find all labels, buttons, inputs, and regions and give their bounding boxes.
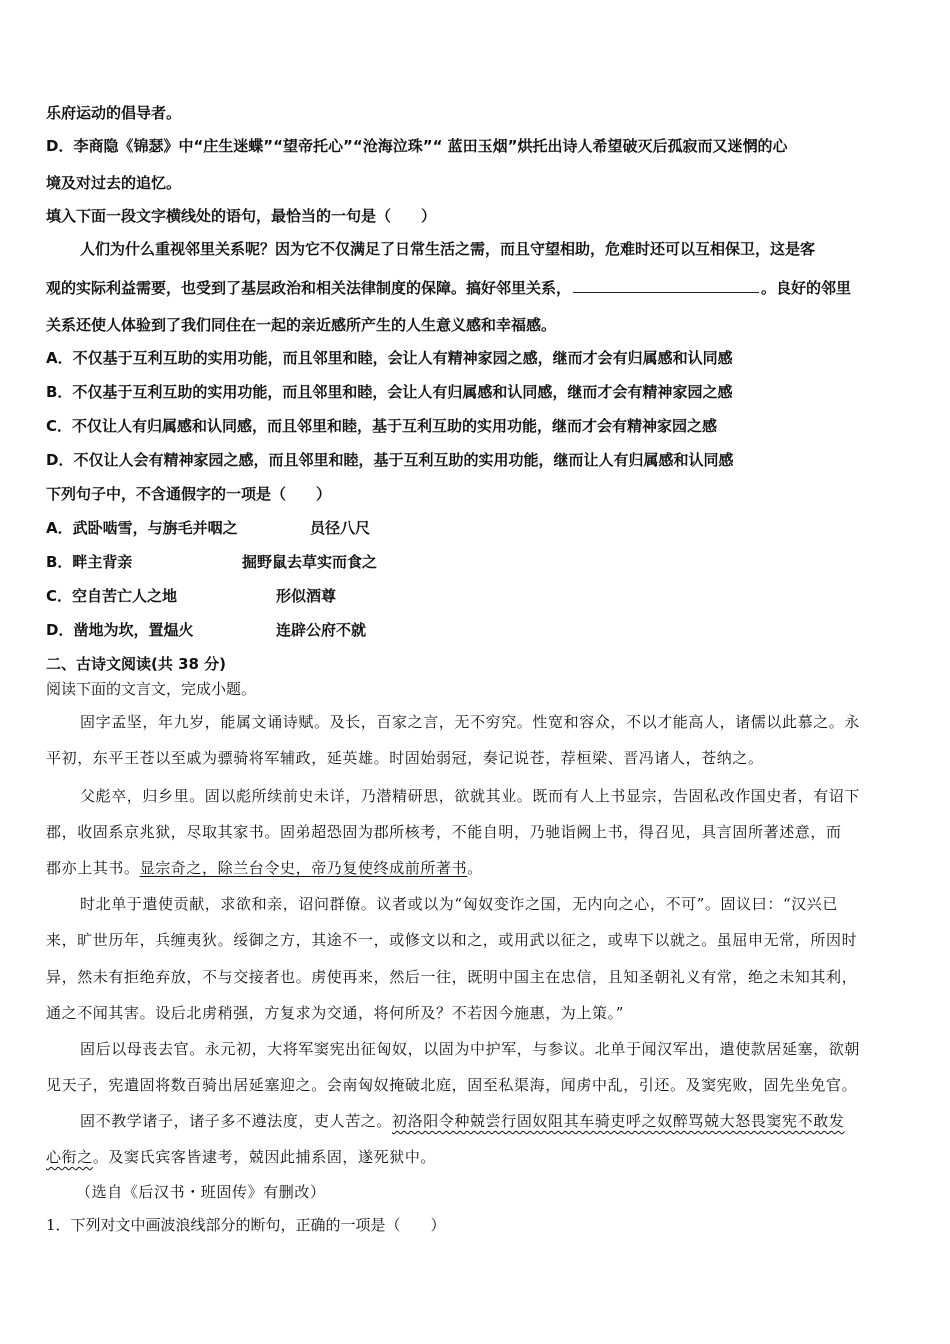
tongjia-option-a-part1: A．武卧啮雪，与旃毛并咽之 <box>46 519 238 537</box>
prev-line: 乐府运动的倡导者。 <box>46 104 182 122</box>
tongjia-option-b <box>46 551 377 573</box>
question-1: 1．下列对文中画波浪线部分的断句，正确的一项是（ ） <box>46 1216 446 1234</box>
section-heading: 二、古诗文阅读(共 38 分) <box>46 655 227 673</box>
passage-p1-line1: 固字孟坚，年九岁，能属文诵诗赋。及长，百家之言，无不穷究。性宽和容众，不以才能高人，诸儒以此慕之。永 <box>80 713 861 731</box>
passage-p3-line2: 来，旷世历年，兵缠夷狄。绥御之方，其途不一，或修文以和之，或用武以征之，或卑下以就之。虽屈申无常，所因时 <box>46 931 858 949</box>
passage-p3-line3: 异，然未有拒绝弃放，不与交接者也。虏使再来，然后一往，既明中国主在忠信，且知圣朝礼义有常，绝之未知其利， <box>46 968 858 986</box>
fill-option-c: C．不仅让人有归属感和认同感，而且邻里和睦，基于互利互助的实用功能，继而才会有精神家园之感 <box>46 417 718 435</box>
fill-passage-line2 <box>46 277 851 299</box>
passage-p2-line2: 郡，收固系京兆狱，尽取其家书。固弟超恐固为郡所核考，不能自明，乃驰诣阙上书，得召见，具言固所著述意，而 <box>46 823 842 841</box>
wavy-underlined-part2: 心衔之 <box>46 1148 93 1166</box>
tongjia-option-b-part1: B．畔主背亲 <box>46 553 133 571</box>
fill-option-a: A．不仅基于互利互助的实用功能，而且邻里和睦，会让人有精神家园之感，继而才会有归属感和认同感 <box>46 349 733 367</box>
underlined-sentence: 显宗奇之，除兰台令史，帝乃复使终成前所著书 <box>139 859 468 877</box>
passage-p2-line3 <box>46 857 483 879</box>
fill-passage-line1: 人们为什么重视邻里关系呢？因为它不仅满足了日常生活之需，而且守望相助，危难时还可以互相保卫，这是客 <box>80 240 816 258</box>
tongjia-option-c-part1: C．空自苦亡人之地 <box>46 587 178 605</box>
passage-p2-line1: 父彪卒，归乡里。固以彪所续前史未详，乃潜精研思，欲就其业。既而有人上书显宗，告固私改作国史者，有诏下 <box>80 787 861 805</box>
fill-option-b: B．不仅基于互利互助的实用功能，而且邻里和睦，会让人有归属感和认同感，继而才会有精神家园之感 <box>46 383 733 401</box>
passage-p3-line1: 时北单于遣使贡献，求欲和亲，诏问群僚。议者或以为“匈奴变诈之国，无内向之心，不可”。固议曰：“汉兴已 <box>80 895 839 913</box>
fill-blank <box>573 278 759 293</box>
passage-p4-line1: 固后以母丧去官。永元初，大将军窦宪出征匈奴，以固为中护军，与参议。北单于闻汉军出，遣使款居延塞，欲朝 <box>80 1040 861 1058</box>
fill-option-d: D．不仅让人会有精神家园之感，而且邻里和睦，基于互利互助的实用功能，继而让人有归属感和认同感 <box>46 451 734 469</box>
passage-p2-line3-c: 。 <box>467 859 483 877</box>
tongjia-option-d-part1: D．凿地为坎，置煴火 <box>46 621 194 639</box>
passage-p5-line2-b: 。及窦氏宾客皆逮考，兢因此捕系固，遂死狱中。 <box>92 1148 437 1166</box>
passage-p5-line1 <box>80 1110 844 1132</box>
tongjia-option-a-part2: 员径八尺 <box>310 519 371 537</box>
passage-source: （选自《后汉书・班固传》有删改） <box>76 1183 326 1201</box>
fill-passage-line3: 关系还使人体验到了我们同住在一起的亲近感所产生的人生意义感和幸福感。 <box>46 316 557 334</box>
tongjia-option-d <box>46 619 366 641</box>
tongjia-option-d-part2: 连辟公府不就 <box>276 621 367 639</box>
tongjia-option-b-part2: 掘野鼠去草实而食之 <box>242 553 378 571</box>
fill-passage-line2-b: 。良好的邻里 <box>761 279 852 297</box>
passage-p4-line2: 见天子，宪遣固将数百骑出居延塞迎之。会南匈奴掩破北庭，固至私渠海，闻虏中乱，引还。及窦宪败，固先坐免官。 <box>46 1076 858 1094</box>
passage-p1-line2: 平初，东平王苍以至戚为骠骑将军辅政，延英雄。时固始弱冠，奏记说苍，荐桓梁、晋冯诸人，苍纳之。 <box>46 749 764 767</box>
passage-p2-line3-a: 郡亦上其书。 <box>46 859 140 877</box>
passage-p3-line4: 通之不闻其害。设后北虏稍强，方复求为交通，将何所及？不若因今施惠，为上策。” <box>46 1004 624 1022</box>
tongjia-question-stem: 下列句子中，不含通假字的一项是（ ） <box>46 485 332 503</box>
fill-passage-line2-a: 观的实际利益需要，也受到了基层政治和相关法律制度的保障。搞好邻里关系， <box>46 279 572 297</box>
passage-p5-line2 <box>46 1146 436 1168</box>
passage-p5-line1-a: 固不教学诸子，诸子多不遵法度，吏人苦之。 <box>80 1112 393 1130</box>
tongjia-option-c <box>46 585 336 607</box>
option-d-line2: 境及对过去的追忆。 <box>46 174 182 192</box>
fill-question-stem: 填入下面一段文字横线处的语句，最恰当的一句是（ ） <box>46 207 437 225</box>
reading-instruction: 阅读下面的文言文，完成小题。 <box>46 680 257 698</box>
wavy-underlined-part1: 初洛阳令种兢尝行固奴阻其车骑吏呼之奴醉骂兢大怒畏窦宪不敢发 <box>392 1112 845 1130</box>
tongjia-option-a <box>46 517 370 539</box>
tongjia-option-c-part2: 形似酒尊 <box>276 587 337 605</box>
option-d-line1: D．李商隐《锦瑟》中“庄生迷蝶”“望帝托心”“沧海泣珠”“ 蓝田玉烟”烘托出诗人希望破灭后孤寂而又迷惘的心 <box>46 137 788 155</box>
